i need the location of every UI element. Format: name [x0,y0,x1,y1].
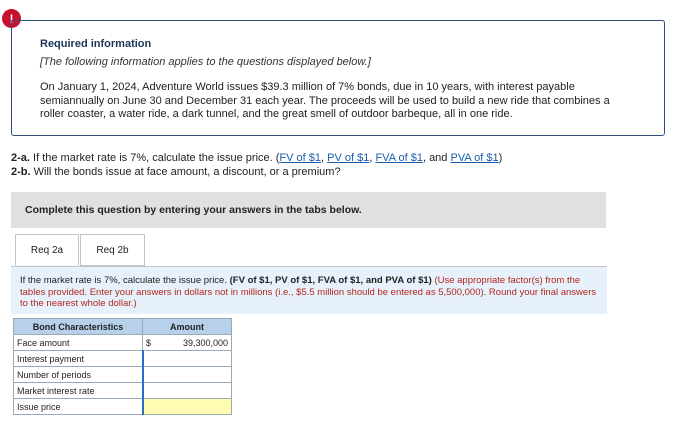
table-row [14,399,232,415]
question-2b-text: Will the bonds issue at face amount, a discount, or a premium? [33,165,341,178]
table-row [14,383,232,399]
answer-table [13,318,232,415]
question-2a: 2-a. If the market rate is 7%, calculate the issue price. (FV of $1, PV of $1, FVA of $1, and PVA of $1) [11,152,503,164]
link-fv-of-1[interactable]: FV of $1 [279,152,321,164]
link-pva-of-1[interactable]: PVA of $1 [450,152,499,164]
dollar-sign: $ [146,337,152,348]
required-paragraph: On January 1, 2024, Adventure World issues $39.3 million of 7% bonds, due in 10 years, with interest payable semiannually on June 30 and December 31 each year. The proceeds will be used to build a new ride that combines a roller coaster, a water ride, a dark tunnel, and the great smell of outdoor barbeque, all in one ride. [40,81,610,120]
table-header-row [14,319,232,335]
table-row [14,351,232,367]
instruction-bar [11,192,606,228]
tab-req-2a[interactable]: Req 2a [15,234,79,266]
link-pv-of-1[interactable]: PV of $1 [327,152,370,164]
question-2a-label: 2-a. [11,152,30,164]
question-2a-text: If the market rate is 7%, calculate the issue price. ( [33,152,280,164]
table-row [14,367,232,383]
issue-price-input[interactable] [143,399,232,415]
required-note: [The following information applies to the questions displayed below.] [40,56,371,68]
question-panel-text: If the market rate is 7%, calculate the issue price. [20,275,227,286]
header-amount: Amount [143,319,232,335]
question-panel [11,266,607,314]
header-bond-characteristics: Bond Characteristics [14,319,143,335]
instruction-text: Complete this question by entering your answers in the tabs below. [25,204,362,216]
row-label-interest-payment: Interest payment [14,351,143,367]
required-title: Required information [40,38,152,50]
row-label-market-interest-rate: Market interest rate [14,383,143,399]
number-of-periods-input[interactable] [143,367,232,383]
link-fva-of-1[interactable]: FVA of $1 [375,152,423,164]
row-label-number-of-periods: Number of periods [14,367,143,383]
tab-req-2b[interactable]: Req 2b [80,234,145,266]
question-panel-note: (Use appropriate factor(s) from the tables provided. Enter your answers in dollars not in millions (i.e., $5.5 million should be entered as 5,500,000). Round your final answers to the nearest whole dollar.) [20,275,597,309]
interest-payment-input[interactable] [143,351,232,367]
question-2b [11,166,502,180]
tab-bar [15,234,145,266]
question-panel-factors: (FV of $1, PV of $1, FVA of $1, and PVA of $1) [229,275,432,286]
required-information-box [11,20,665,136]
face-amount-number: 39,300,000 [182,337,228,348]
alert-icon: ! [2,9,21,28]
question-2b-label: 2-b. [11,165,31,178]
questions-block [11,152,502,179]
table-row [14,335,232,351]
row-label-issue-price: Issue price [14,399,143,415]
market-interest-rate-input[interactable] [143,383,232,399]
face-amount-value [143,335,232,351]
row-label-face-amount: Face amount [14,335,143,351]
